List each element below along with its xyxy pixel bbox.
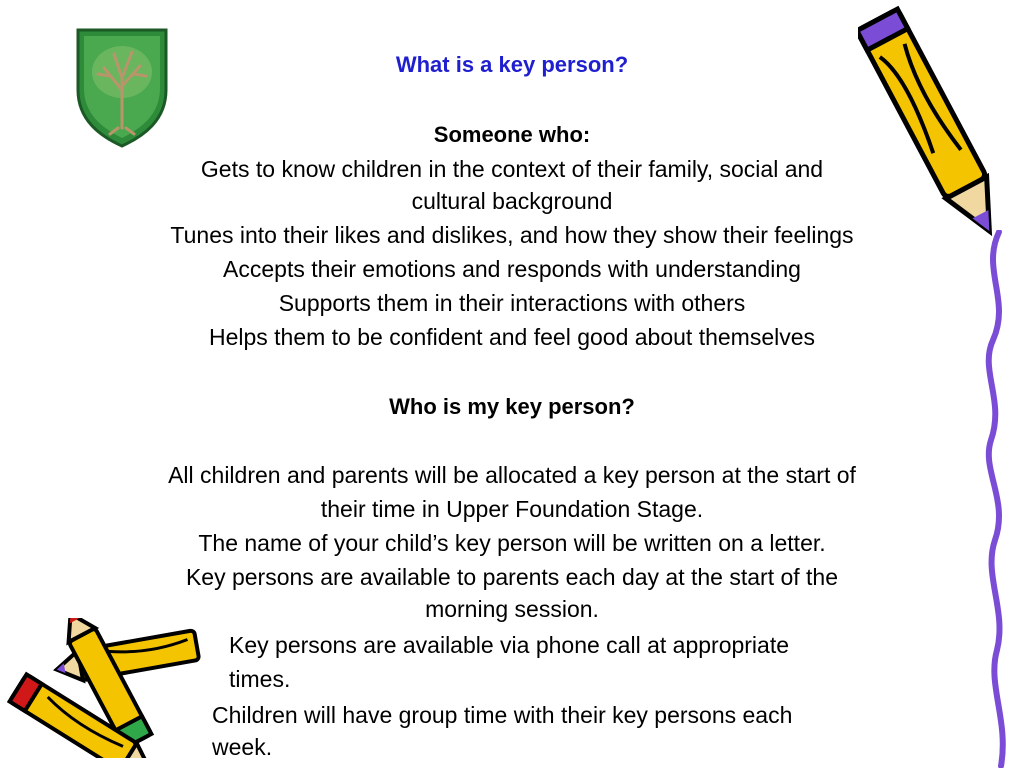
body-line: All children and parents will be allocated a key person at the start of — [168, 462, 856, 488]
body-line: Children will have group time with their key persons each — [212, 702, 793, 728]
squiggle-line-icon — [975, 230, 1015, 768]
body-line: week. — [212, 734, 273, 760]
body-line: Gets to know children in the context of their family, social and — [200, 156, 824, 182]
section-heading: Someone who: — [433, 122, 591, 147]
body-line: Accepts their emotions and responds with understanding — [223, 256, 801, 282]
section-heading: Who is my key person? — [389, 394, 635, 419]
body-line: Supports them in their interactions with others — [278, 290, 746, 316]
body-line: cultural background — [411, 188, 613, 214]
body-line: Helps them to be confident and feel good about themselves — [208, 324, 816, 350]
pencil-icon — [0, 618, 210, 758]
body-line: Tunes into their likes and dislikes, and how they show their feelings — [170, 222, 854, 248]
body-line: Key persons are available to parents each day at the start of the — [185, 564, 839, 590]
body-line: The name of your child’s key person will be written on a letter. — [198, 530, 826, 556]
body-line: morning session. — [425, 596, 599, 622]
body-line: their time in Upper Foundation Stage. — [320, 496, 704, 522]
body-line: times. — [229, 666, 291, 692]
body-line: Key persons are available via phone call at appropriate — [229, 632, 790, 658]
page-title: What is a key person? — [395, 52, 629, 77]
